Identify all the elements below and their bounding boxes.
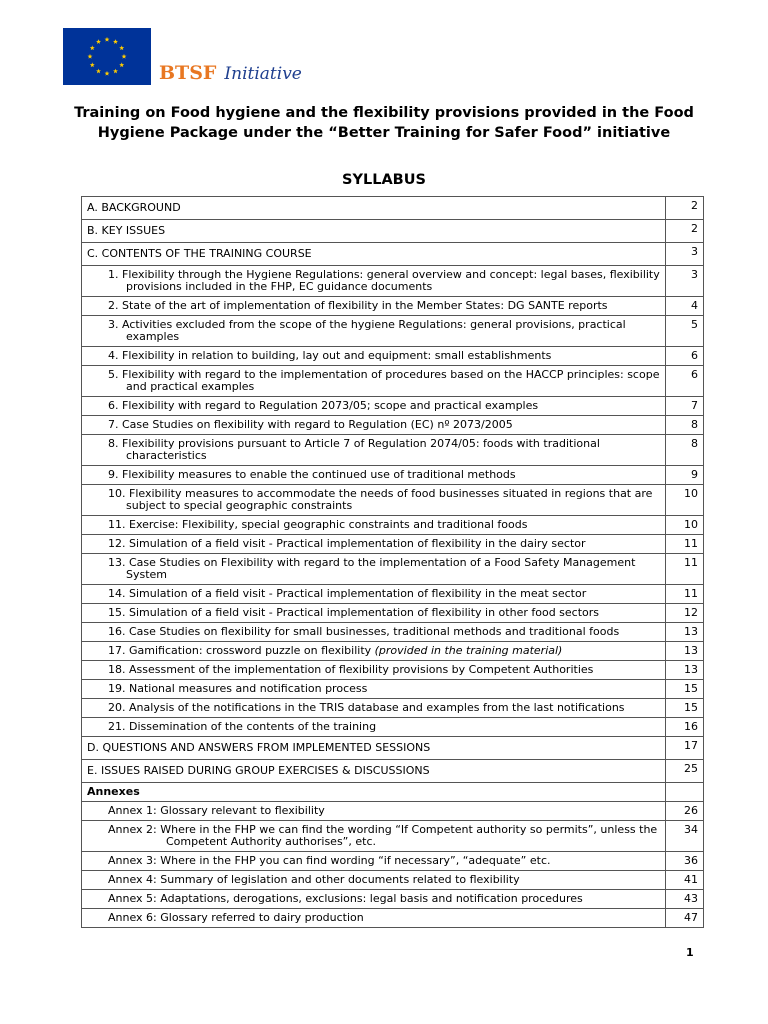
toc-entry-label xyxy=(108,805,661,817)
toc-entry-label xyxy=(87,764,430,777)
toc-page-number: 15 xyxy=(666,680,704,699)
toc-entry xyxy=(82,197,666,220)
toc-row xyxy=(82,554,704,585)
toc-page-number: 6 xyxy=(666,347,704,366)
toc-label-text: 21. Dissemination of the contents of the training xyxy=(108,720,377,733)
empty-cell xyxy=(666,783,704,802)
toc-label-text: 11. Exercise: Flexibility, special geographic constraints and traditional foods xyxy=(108,518,528,531)
toc-entry-label xyxy=(108,626,663,638)
toc-row xyxy=(82,197,704,220)
toc-label-text: 5. Flexibility with regard to the implementation of procedures based on the HACCP principles: scope and practical examples xyxy=(108,368,660,393)
toc-entry xyxy=(82,623,666,642)
toc-entry-label xyxy=(108,400,663,412)
toc-entry-label xyxy=(108,519,663,531)
toc-entry xyxy=(82,680,666,699)
toc-row xyxy=(82,243,704,266)
star-icon xyxy=(122,54,127,59)
toc-label-text: 10. Flexibility measures to accommodate the needs of food businesses situated in regions that are subject to special geographic constraints xyxy=(108,487,653,512)
toc-entry xyxy=(82,435,666,466)
toc-row xyxy=(82,366,704,397)
toc-row xyxy=(82,316,704,347)
toc-page-number: 3 xyxy=(666,266,704,297)
toc-label-text: 13. Case Studies on Flexibility with regard to the implementation of a Food Safety Management System xyxy=(108,556,636,581)
toc-entry-label xyxy=(108,350,663,362)
star-icon xyxy=(105,71,110,76)
toc-page-number: 41 xyxy=(666,871,704,890)
toc-entry xyxy=(82,297,666,316)
toc-entry-label xyxy=(87,247,312,260)
toc-entry-label xyxy=(108,438,663,462)
toc-row xyxy=(82,821,704,852)
toc-page-number: 2 xyxy=(666,197,704,220)
toc-row xyxy=(82,642,704,661)
toc-entry xyxy=(82,366,666,397)
toc-entry-label xyxy=(108,488,663,512)
toc-entry xyxy=(82,802,666,821)
toc-label-text: 4. Flexibility in relation to building, lay out and equipment: small establishments xyxy=(108,349,552,362)
toc-page-number: 4 xyxy=(666,297,704,316)
toc-entry-label xyxy=(87,741,430,754)
document-title: Training on Food hygiene and the flexibility provisions provided in the Food Hygiene Package under the “Better Training for Safer Food” initiative xyxy=(74,105,694,141)
toc-entry xyxy=(82,466,666,485)
toc-label-text: 6. Flexibility with regard to Regulation 2073/05; scope and practical examples xyxy=(108,399,539,412)
toc-entry-label xyxy=(108,874,661,886)
toc-page-number: 8 xyxy=(666,435,704,466)
toc-entry-label xyxy=(108,855,661,867)
toc-entry xyxy=(82,516,666,535)
toc-row xyxy=(82,466,704,485)
toc-row xyxy=(82,416,704,435)
annexes-header: Annexes xyxy=(82,783,666,802)
toc-page-number: 17 xyxy=(666,737,704,760)
toc-entry xyxy=(82,347,666,366)
toc-entry xyxy=(82,821,666,852)
toc-entry-label xyxy=(108,664,663,676)
toc-label-text: 12. Simulation of a field visit - Practical implementation of flexibility in the dairy sector xyxy=(108,537,586,550)
toc-page-number: 15 xyxy=(666,699,704,718)
toc-label-text: B. KEY ISSUES xyxy=(87,224,166,237)
star-icon xyxy=(119,45,124,50)
toc-page-number: 6 xyxy=(666,366,704,397)
toc-page-number: 25 xyxy=(666,760,704,783)
toc-entry xyxy=(82,890,666,909)
toc-page-number: 34 xyxy=(666,821,704,852)
toc-page-number: 11 xyxy=(666,554,704,585)
toc-entry xyxy=(82,416,666,435)
toc-entry xyxy=(82,585,666,604)
toc-page-number: 12 xyxy=(666,604,704,623)
toc-label-text: 19. National measures and notification process xyxy=(108,682,368,695)
toc-entry-label xyxy=(108,369,663,393)
toc-row xyxy=(82,485,704,516)
star-icon xyxy=(105,37,110,42)
toc-entry xyxy=(82,485,666,516)
toc-label-text: A. BACKGROUND xyxy=(87,201,181,214)
toc-label-text: Annex 1: Glossary relevant to flexibility xyxy=(108,804,325,817)
toc-page-number: 5 xyxy=(666,316,704,347)
eu-flag-logo xyxy=(63,28,151,85)
toc-row xyxy=(82,802,704,821)
toc-page-number: 10 xyxy=(666,485,704,516)
toc-page-number: 10 xyxy=(666,516,704,535)
star-icon xyxy=(113,69,118,74)
toc-row xyxy=(82,718,704,737)
toc-label-text: 8. Flexibility provisions pursuant to Article 7 of Regulation 2074/05: foods with traditional characteristics xyxy=(108,437,600,462)
toc-entry xyxy=(82,604,666,623)
toc-page-number: 13 xyxy=(666,623,704,642)
toc-entry-label xyxy=(108,702,663,714)
toc-entry xyxy=(82,535,666,554)
toc-entry-label xyxy=(108,683,663,695)
toc-row xyxy=(82,397,704,416)
toc-row xyxy=(82,699,704,718)
toc-page-number: 8 xyxy=(666,416,704,435)
toc-row xyxy=(82,347,704,366)
toc-label-text: 20. Analysis of the notifications in the TRIS database and examples from the last notifications xyxy=(108,701,625,714)
toc-entry-label xyxy=(108,419,663,431)
star-icon xyxy=(96,39,101,44)
toc-label-text: Annex 2: Where in the FHP we can find the wording “If Competent authority so permits”, unless the Competent Authority authorises”, etc. xyxy=(108,823,658,848)
toc-page-number: 3 xyxy=(666,243,704,266)
toc-entry xyxy=(82,243,666,266)
toc-label-text: D. QUESTIONS AND ANSWERS FROM IMPLEMENTED SESSIONS xyxy=(87,741,431,754)
toc-entry-label xyxy=(108,469,663,481)
toc-page-number: 43 xyxy=(666,890,704,909)
toc-row xyxy=(82,909,704,928)
toc-entry-label xyxy=(108,893,661,905)
toc-row xyxy=(82,535,704,554)
toc-row xyxy=(82,890,704,909)
toc-entry xyxy=(82,871,666,890)
toc-entry-label xyxy=(108,557,663,581)
toc-row xyxy=(82,760,704,783)
toc-entry-label xyxy=(108,269,663,293)
toc-entry xyxy=(82,316,666,347)
toc-entry-label xyxy=(108,538,663,550)
toc-label-text: 15. Simulation of a field visit - Practical implementation of flexibility in other food sectors xyxy=(108,606,600,619)
toc-label-text: 1. Flexibility through the Hygiene Regulations: general overview and concept: legal bases, flexibility provisions included in the FHP, EC guidance documents xyxy=(108,268,660,293)
toc-label-text: C. CONTENTS OF THE TRAINING COURSE xyxy=(87,247,312,260)
toc-page-number: 16 xyxy=(666,718,704,737)
toc-row xyxy=(82,623,704,642)
toc-row xyxy=(82,220,704,243)
toc-label-text: 18. Assessment of the implementation of flexibility provisions by Competent Authorities xyxy=(108,663,594,676)
toc-label-text: Annex 5: Adaptations, derogations, exclusions: legal basis and notification procedures xyxy=(108,892,583,905)
toc-label-text: E. ISSUES RAISED DURING GROUP EXERCISES & DISCUSSIONS xyxy=(87,764,430,777)
toc-entry xyxy=(82,909,666,928)
toc-entry xyxy=(82,699,666,718)
toc-page-number: 11 xyxy=(666,585,704,604)
toc-row xyxy=(82,297,704,316)
toc-entry-label xyxy=(87,201,181,214)
table-of-contents xyxy=(81,196,704,928)
toc-label-text: 14. Simulation of a field visit - Practical implementation of flexibility in the meat sector xyxy=(108,587,587,600)
syllabus-heading: SYLLABUS xyxy=(342,172,426,188)
toc-row xyxy=(82,852,704,871)
toc-row xyxy=(82,871,704,890)
btsf-wordmark: BTSF xyxy=(159,62,217,84)
toc-label-text: 9. Flexibility measures to enable the continued use of traditional methods xyxy=(108,468,516,481)
toc-page-number: 2 xyxy=(666,220,704,243)
toc-entry-label xyxy=(108,588,663,600)
star-icon xyxy=(96,69,101,74)
toc-row xyxy=(82,266,704,297)
toc-page-number: 13 xyxy=(666,642,704,661)
toc-entry-label xyxy=(108,912,661,924)
toc-entry xyxy=(82,852,666,871)
eu-stars-icon xyxy=(63,28,151,85)
toc-label-text: 3. Activities excluded from the scope of the hygiene Regulations: general provisions, practical examples xyxy=(108,318,626,343)
toc-row xyxy=(82,435,704,466)
star-icon xyxy=(90,45,95,50)
toc-page-number: 36 xyxy=(666,852,704,871)
toc-label-text: 16. Case Studies on flexibility for small businesses, traditional methods and traditional foods xyxy=(108,625,620,638)
btsf-initiative-logo xyxy=(159,58,302,89)
toc-label-text: 7. Case Studies on flexibility with regard to Regulation (EC) nº 2073/2005 xyxy=(108,418,513,431)
toc-entry xyxy=(82,397,666,416)
toc-page-number: 47 xyxy=(666,909,704,928)
toc-entry xyxy=(82,737,666,760)
toc-row xyxy=(82,585,704,604)
toc-page-number: 11 xyxy=(666,535,704,554)
toc-page-number: 7 xyxy=(666,397,704,416)
toc-entry xyxy=(82,266,666,297)
toc-entry-label xyxy=(108,721,663,733)
toc-label-emphasis: (provided in the training material) xyxy=(374,644,563,657)
toc-entry xyxy=(82,718,666,737)
toc-row xyxy=(82,737,704,760)
toc-label-text: Annex 6: Glossary referred to dairy production xyxy=(108,911,364,924)
toc-entry-label xyxy=(108,300,663,312)
toc-entry xyxy=(82,760,666,783)
toc-entry-label xyxy=(108,645,663,657)
toc-row xyxy=(82,516,704,535)
page-number: 1 xyxy=(686,946,694,959)
toc-row xyxy=(82,680,704,699)
annexes-header-row xyxy=(82,783,704,802)
toc-label-text: 17. Gamification: crossword puzzle on flexibility xyxy=(108,644,375,657)
toc-entry xyxy=(82,642,666,661)
toc-label-text: Annex 4: Summary of legislation and other documents related to flexibility xyxy=(108,873,520,886)
toc-entry-label xyxy=(108,319,663,343)
star-icon xyxy=(88,54,93,59)
initiative-wordmark: Initiative xyxy=(224,64,302,84)
toc-row xyxy=(82,604,704,623)
toc-row xyxy=(82,661,704,680)
toc-page-number: 13 xyxy=(666,661,704,680)
toc-entry xyxy=(82,554,666,585)
toc-entry xyxy=(82,661,666,680)
star-icon xyxy=(113,39,118,44)
toc-entry xyxy=(82,220,666,243)
toc-entry-label xyxy=(108,607,663,619)
toc-label-text: 2. State of the art of implementation of flexibility in the Member States: DG SANTE reports xyxy=(108,299,608,312)
toc-page-number: 26 xyxy=(666,802,704,821)
toc-label-text: Annex 3: Where in the FHP you can find wording “if necessary”, “adequate” etc. xyxy=(108,854,551,867)
toc-entry-label xyxy=(87,224,165,237)
star-icon xyxy=(90,62,95,67)
toc-entry-label xyxy=(108,824,661,848)
star-icon xyxy=(119,62,124,67)
toc-page-number: 9 xyxy=(666,466,704,485)
